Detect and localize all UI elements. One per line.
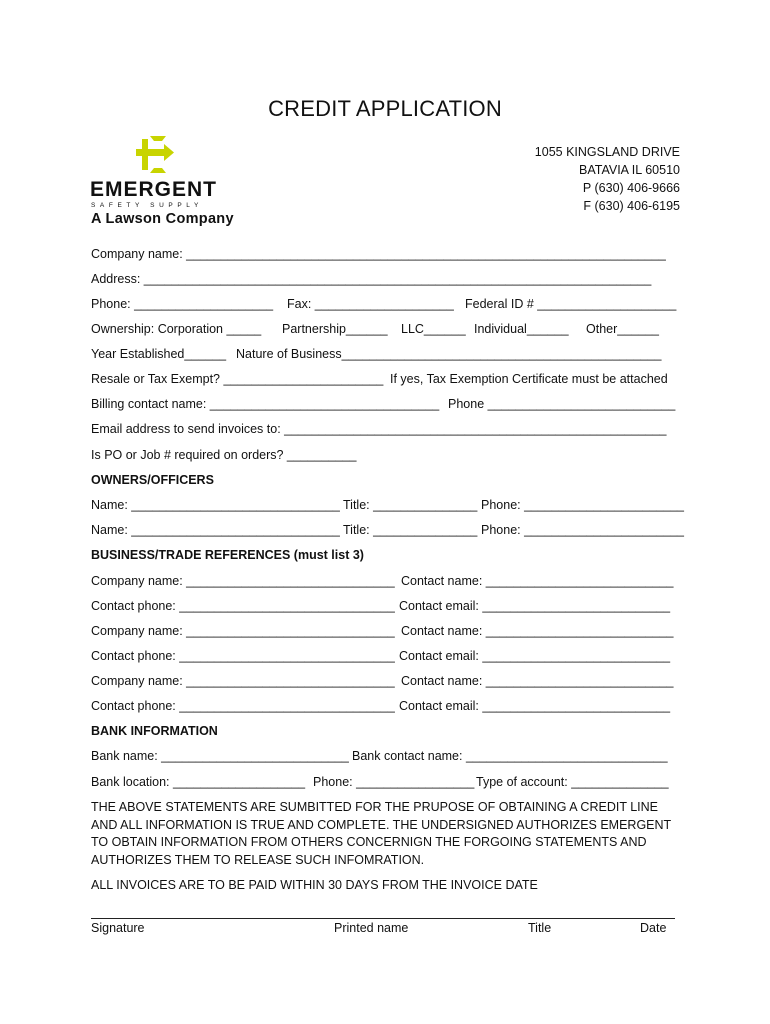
logo-wordmark: EMERGENT [90,178,218,201]
ownership-llc-field[interactable]: LLC______ [401,322,466,336]
signature-line[interactable] [91,918,675,919]
date-label: Date [640,921,667,935]
company-address [420,143,680,215]
signature-label: Signature [91,921,145,935]
bank-phone-field[interactable]: Phone: _________________ [313,775,475,789]
ownership-corporation-field[interactable]: Ownership: Corporation _____ [91,322,262,336]
year-established-field[interactable]: Year Established______ [91,347,227,361]
address-phone: P (630) 406-9666 [582,181,680,195]
company-subtitle: A Lawson Company [91,211,234,227]
email-invoices-field[interactable]: Email address to send invoices to: _______________________________________________________ [91,422,667,436]
reference-email-field[interactable]: Contact email: ___________________________ [399,649,671,663]
fax-field[interactable]: Fax: ____________________ [287,297,454,311]
ownership-individual-field[interactable]: Individual______ [474,322,569,336]
printed-name-label: Printed name [334,921,409,935]
billing-contact-field[interactable]: Billing contact name: _________________________________ [91,397,440,411]
bank-location-field[interactable]: Bank location: ___________________ [91,775,306,789]
page-title: CREDIT APPLICATION [268,96,502,121]
owner-name-field[interactable]: Name: ______________________________ [91,498,340,512]
reference-phone-field[interactable]: Contact phone: _______________________________ [91,699,395,713]
owners-heading: OWNERS/OFFICERS [91,473,214,487]
reference-contact-name-field[interactable]: Contact name: ___________________________ [401,624,674,638]
account-type-field[interactable]: Type of account: ______________ [476,775,669,789]
company-name-field[interactable]: Company name: _____________________________________________________________________ [91,247,666,261]
reference-email-field[interactable]: Contact email: ___________________________ [399,599,671,613]
reference-phone-field[interactable]: Contact phone: _______________________________ [91,599,395,613]
address-field[interactable]: Address: _________________________________________________________________________ [91,272,652,286]
bank-name-field[interactable]: Bank name: ___________________________ [91,749,349,763]
logo-tagline: SAFETY SUPPLY [91,202,203,209]
po-required-field[interactable]: Is PO or Job # required on orders? __________ [91,448,357,462]
title-label: Title [528,921,552,935]
payment-terms: ALL INVOICES ARE TO BE PAID WITHIN 30 DAYS FROM THE INVOICE DATE [91,878,538,892]
billing-phone-field[interactable]: Phone ___________________________ [448,397,676,411]
resale-field[interactable]: Resale or Tax Exempt? _______________________ [91,372,384,386]
bank-contact-field[interactable]: Bank contact name: _____________________________ [352,749,668,763]
federal-id-field[interactable]: Federal ID # ____________________ [465,297,677,311]
reference-email-field[interactable]: Contact email: ___________________________ [399,699,671,713]
ownership-other-field[interactable]: Other______ [586,322,659,336]
reference-contact-name-field[interactable]: Contact name: ___________________________ [401,574,674,588]
reference-company-field[interactable]: Company name: ______________________________ [91,624,395,638]
reference-company-field[interactable]: Company name: ______________________________ [91,674,395,688]
address-city: BATAVIA IL 60510 [579,163,680,177]
address-fax: F (630) 406-6195 [583,199,680,213]
resale-note: If yes, Tax Exemption Certificate must be attached [390,372,668,386]
owner-phone-field[interactable]: Phone: _______________________ [481,523,684,537]
owner-title-field[interactable]: Title: _______________ [343,498,478,512]
nature-of-business-field[interactable]: Nature of Business______________________________________________ [236,347,662,361]
statement-paragraph: THE ABOVE STATEMENTS ARE SUMBITTED FOR THE PRUPOSE OF OBTAINING A CREDIT LINE AND ALL INFORMATION IS TRUE AND COMPLETE. THE UNDERSIGNED AUTHORIZES EMERGENT TO OBTAIN INFORMATION FROM OTHERS CONCERNIGN THE FORGOING STATEMENTS AND AUTHORIZES THEM TO RELEASE SUCH INFOMRATION. [91,800,671,867]
owner-name-field[interactable]: Name: ______________________________ [91,523,340,537]
ownership-partnership-field[interactable]: Partnership______ [282,322,388,336]
reference-company-field[interactable]: Company name: ______________________________ [91,574,395,588]
address-street: 1055 KINGSLAND DRIVE [534,145,680,159]
reference-phone-field[interactable]: Contact phone: _______________________________ [91,649,395,663]
reference-contact-name-field[interactable]: Contact name: ___________________________ [401,674,674,688]
references-heading: BUSINESS/TRADE REFERENCES (must list 3) [91,548,364,562]
double-arrow-e-icon [136,136,180,174]
phone-field[interactable]: Phone: ____________________ [91,297,274,311]
owner-title-field[interactable]: Title: _______________ [343,523,478,537]
owner-phone-field[interactable]: Phone: _______________________ [481,498,684,512]
bank-heading: BANK INFORMATION [91,724,218,738]
